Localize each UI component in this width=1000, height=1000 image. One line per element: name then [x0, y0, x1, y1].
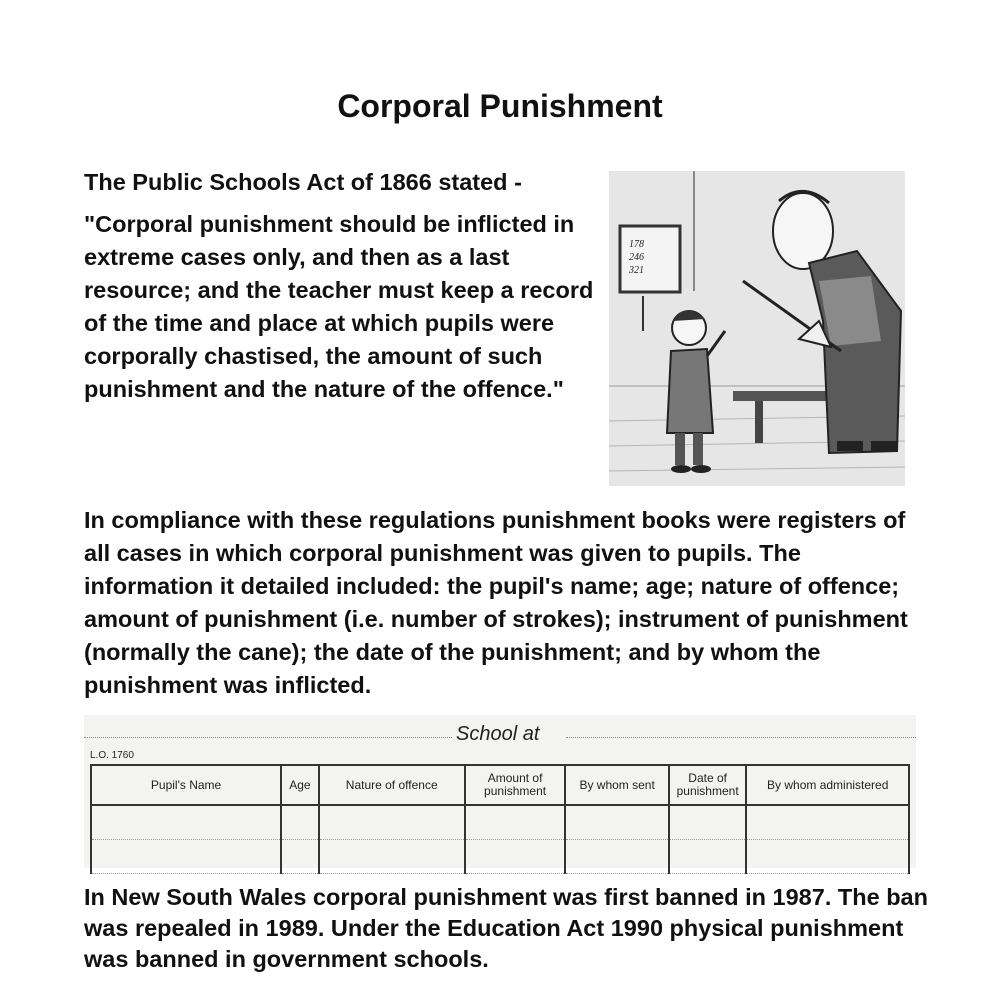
col-date-of-punishment: Date of punishment — [669, 765, 747, 805]
col-pupils-name: Pupil's Name — [91, 765, 281, 805]
act-quote: "Corporal punishment should be inflicted in extreme cases only, and then as a last resource; and the teacher must keep a record of the time and place at which pupils were corporally chastised, the amount of such punishment and the nature of the offence." — [84, 211, 594, 402]
punishment-register-table — [90, 764, 910, 874]
page-title: Corporal Punishment — [337, 88, 663, 124]
chalkboard-line-3: 321 — [629, 265, 644, 276]
school-line — [84, 719, 916, 745]
chalkboard-line-1: 178 — [629, 239, 644, 250]
form-code: L.O. 1760 — [90, 750, 134, 761]
punishment-book-form — [84, 715, 916, 868]
col-amount-of-punishment: Amount of punishment — [465, 765, 566, 805]
table-row — [91, 840, 909, 874]
col-nature-of-offence: Nature of offence — [319, 765, 465, 805]
teacher-caning-pupil-illustration — [609, 171, 905, 486]
intro-text: The Public Schools Act of 1866 stated - — [84, 169, 522, 195]
chalkboard-line-2: 246 — [629, 252, 644, 263]
col-by-whom-administered: By whom administered — [746, 765, 909, 805]
col-by-whom-sent: By whom sent — [565, 765, 668, 805]
compliance-paragraph: In compliance with these regulations punishment books were registers of all cases in which corporal punishment was given to pupils. The information it detailed included: the pupil's name; age; nature of offence; amount of punishment (i.e. number of strokes); instrument of punishment (normally the cane); the date of the punishment; and by whom the punishment was inflicted. — [84, 507, 908, 698]
col-age: Age — [281, 765, 319, 805]
table-row — [91, 805, 909, 840]
illustration-drawing — [609, 171, 905, 486]
nsw-ban-paragraph: In New South Wales corporal punishment was first banned in 1987. The ban was repealed in 1989. Under the Education Act 1990 physical punishment was banned in government schools. — [84, 884, 928, 972]
school-label: School at — [456, 723, 540, 745]
